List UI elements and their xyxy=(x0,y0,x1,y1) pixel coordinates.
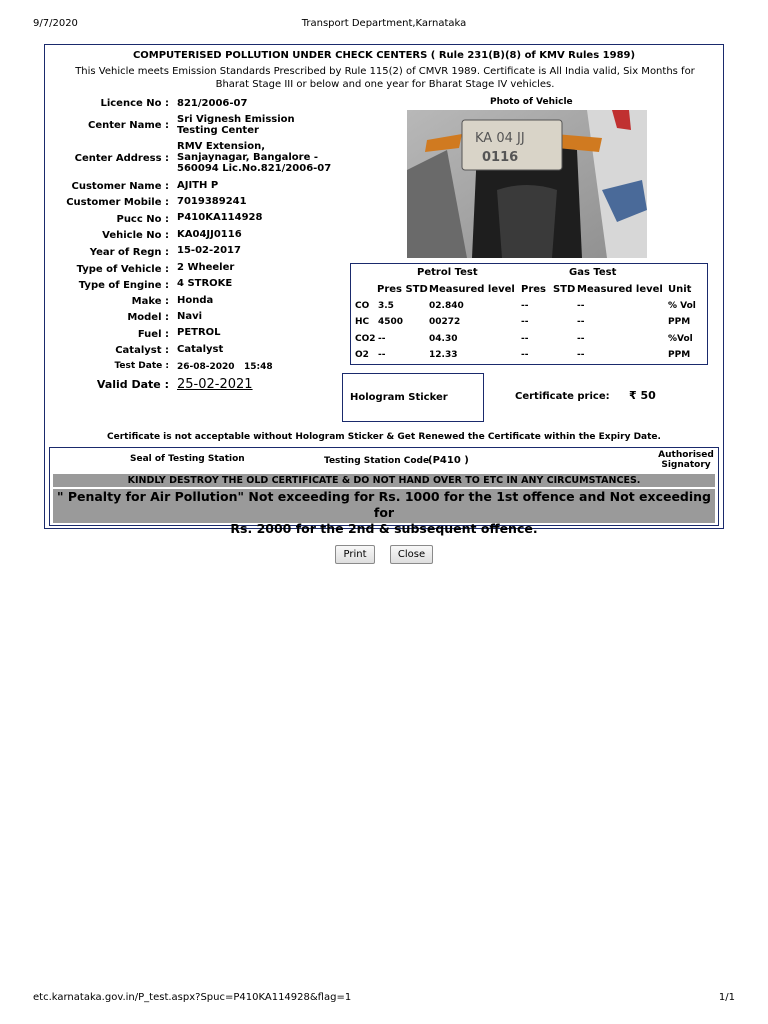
catalyst-value: Catalyst xyxy=(177,344,224,355)
gas-name: CO xyxy=(355,301,370,311)
gas-pres-std-value: -- xyxy=(521,301,529,311)
type-engine-label: Type of Engine : xyxy=(78,280,169,291)
station-code-value: (P410 ) xyxy=(428,455,469,466)
unit-value: PPM xyxy=(668,317,691,327)
gas-test-heading: Gas Test xyxy=(569,267,617,278)
certificate-title: COMPUTERISED POLLUTION UNDER CHECK CENTERS ( Rule 231(B)(8) of KMV Rules 1989) xyxy=(132,50,636,61)
gas-pres-std-value: -- xyxy=(521,350,529,360)
intro-line-2: Bharat Stage III or below and one year for Bharat Stage IV vehicles. xyxy=(215,79,555,90)
vehicle-label: Vehicle No : xyxy=(102,230,169,241)
customer-mobile-value: 7019389241 xyxy=(177,196,247,207)
gas-measured-value: -- xyxy=(577,301,585,311)
unit-value: PPM xyxy=(668,350,691,360)
certificate-price-label: Certificate price: xyxy=(515,391,610,402)
certificate-price-value: ₹ 50 xyxy=(629,389,656,402)
year-regn-value: 15-02-2017 xyxy=(177,245,241,256)
print-date: 9/7/2020 xyxy=(33,18,78,29)
gas-measured-value: -- xyxy=(577,334,585,344)
customer-name-value: AJITH P xyxy=(177,180,219,191)
close-button[interactable]: Close xyxy=(390,545,433,564)
puc-certificate xyxy=(44,44,724,536)
col-measured-level: Measured level xyxy=(429,284,515,295)
gas-pres-std-value: -- xyxy=(521,317,529,327)
pucc-label: Pucc No : xyxy=(116,214,169,225)
plate-line-2: 0116 xyxy=(482,150,519,165)
penalty-line-1: " Penalty for Air Pollution" Not exceeding for Rs. 1000 for the 1st offence and Not exceeding for xyxy=(56,489,712,520)
fuel-value: PETROL xyxy=(177,327,221,338)
gas-measured-value: -- xyxy=(577,350,585,360)
station-code-label: Testing Station Code xyxy=(324,456,430,466)
model-label: Model : xyxy=(127,312,169,323)
make-label: Make : xyxy=(131,296,169,307)
measured-value: 12.33 xyxy=(429,350,458,360)
unit-value: % Vol xyxy=(668,301,696,311)
test-date-value: 26-08-2020 15:48 xyxy=(177,362,273,372)
destroy-warning: KINDLY DESTROY THE OLD CERTIFICATE & DO NOT HAND OVER TO ETC IN ANY CIRCUMSTANCES. xyxy=(53,474,715,487)
customer-name-label: Customer Name : xyxy=(71,181,169,192)
measured-value: 00272 xyxy=(429,317,461,327)
col-gas-pres-std: Pres STD xyxy=(521,284,576,295)
print-header-title: Transport Department,Karnataka xyxy=(301,18,467,29)
customer-mobile-label: Customer Mobile : xyxy=(66,197,169,208)
licence-value: 821/2006-07 xyxy=(177,98,248,109)
center-name-line-2: Testing Center xyxy=(177,125,259,136)
col-pres-std: Pres STD xyxy=(377,284,428,295)
center-address-line-2: Sanjaynagar, Bangalore - xyxy=(177,152,319,163)
gas-measured-value: -- xyxy=(577,317,585,327)
hologram-notice: Certificate is not acceptable without Hologram Sticker & Get Renewed the Certificate within the Expiry Date. xyxy=(107,432,661,442)
valid-date-value: 25-02-2021 xyxy=(177,377,253,392)
print-button[interactable]: Print xyxy=(335,545,375,564)
center-name-value xyxy=(177,114,337,136)
valid-date-label: Valid Date : xyxy=(96,378,169,391)
center-address-value xyxy=(177,141,337,174)
hologram-sticker-label: Hologram Sticker xyxy=(350,392,448,403)
vehicle-photo xyxy=(407,110,647,258)
pres-std-value: -- xyxy=(378,350,386,360)
footer-url: etc.karnataka.gov.in/P_test.aspx?Spuc=P410KA114928&flag=1 xyxy=(33,992,352,1003)
penalty-line-2: Rs. 2000 for the 2nd & subsequent offence. xyxy=(230,521,538,536)
gas-pres-std-value: -- xyxy=(521,334,529,344)
center-address-line-3: 560094 Lic.No.821/2006-07 xyxy=(177,163,332,174)
make-value: Honda xyxy=(177,295,214,306)
petrol-test-heading: Petrol Test xyxy=(417,267,478,278)
unit-value: %Vol xyxy=(668,334,693,344)
model-value: Navi xyxy=(177,311,203,322)
type-vehicle-value: 2 Wheeler xyxy=(177,262,235,273)
col-gas-measured-level: Measured level xyxy=(577,284,663,295)
footer-page-number: 1/1 xyxy=(718,992,735,1003)
fuel-label: Fuel : xyxy=(137,329,169,340)
pucc-value: P410KA114928 xyxy=(177,212,263,223)
measured-value: 02.840 xyxy=(429,301,464,311)
photo-caption: Photo of Vehicle xyxy=(490,97,573,107)
center-address-label: Center Address : xyxy=(74,153,169,164)
col-unit: Unit xyxy=(668,284,692,295)
certificate-intro xyxy=(55,65,715,91)
gas-name: O2 xyxy=(355,350,369,360)
penalty-notice xyxy=(53,489,715,536)
gas-name: CO2 xyxy=(355,334,376,344)
seal-section xyxy=(49,447,719,536)
gas-name: HC xyxy=(355,317,370,327)
pres-std-value: -- xyxy=(378,334,386,344)
test-date-label: Test Date : xyxy=(114,361,169,371)
catalyst-label: Catalyst : xyxy=(115,345,169,356)
year-regn-label: Year of Regn : xyxy=(89,247,169,258)
intro-line-1: This Vehicle meets Emission Standards Prescribed by Rule 115(2) of CMVR 1989. Certificate is All India valid, Six Months for xyxy=(75,66,695,77)
vehicle-value: KA04JJ0116 xyxy=(177,229,242,240)
center-name-label: Center Name : xyxy=(87,120,169,131)
type-vehicle-label: Type of Vehicle : xyxy=(76,264,169,275)
authorised-signatory xyxy=(658,450,714,470)
licence-label: Licence No : xyxy=(100,98,169,109)
type-engine-value: 4 STROKE xyxy=(177,278,233,289)
pres-std-value: 4500 xyxy=(378,317,404,327)
signatory-line-1: Authorised xyxy=(658,450,714,460)
seal-label: Seal of Testing Station xyxy=(130,454,245,464)
measured-value: 04.30 xyxy=(429,334,458,344)
center-address-line-1: RMV Extension, xyxy=(177,141,266,152)
center-name-line-1: Sri Vignesh Emission xyxy=(177,114,295,125)
emission-test-table xyxy=(350,263,708,365)
signatory-line-2: Signatory xyxy=(661,460,711,470)
plate-line-1: KA 04 JJ xyxy=(475,131,525,146)
hologram-sticker-box xyxy=(342,373,484,422)
pres-std-value: 3.5 xyxy=(378,301,394,311)
